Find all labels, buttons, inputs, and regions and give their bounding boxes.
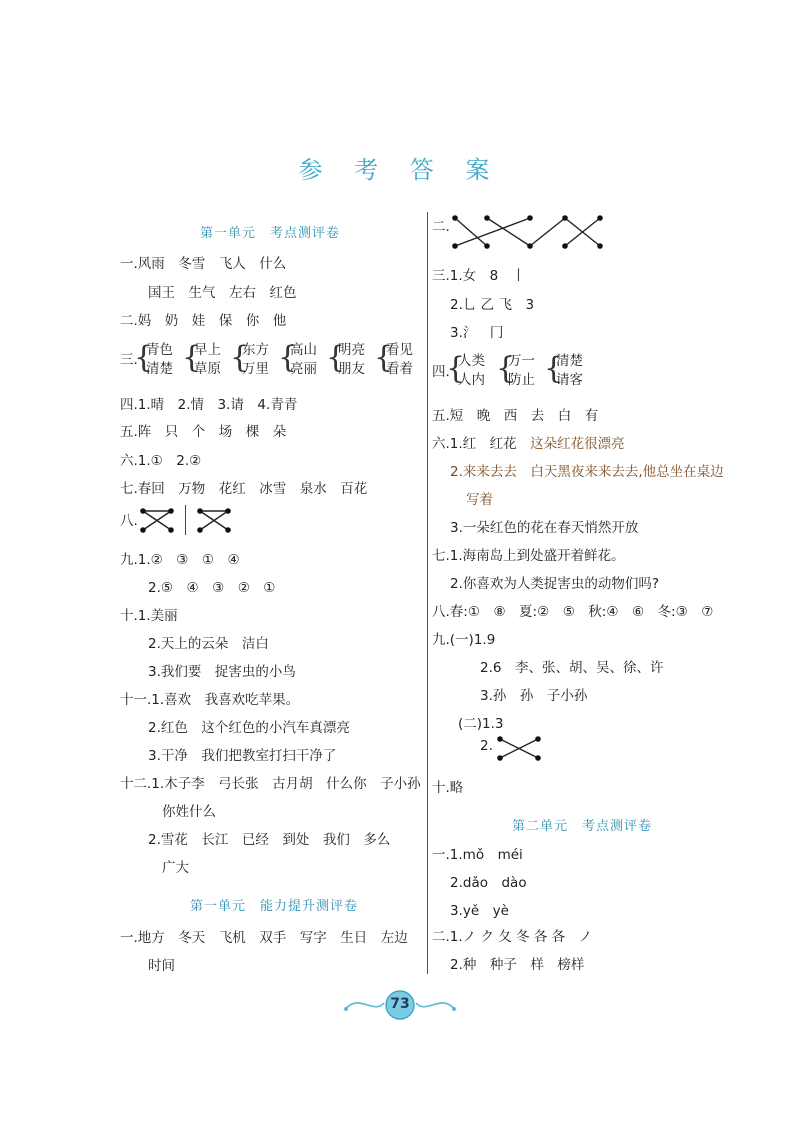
word: 朋友 <box>338 361 365 377</box>
column-divider <box>427 212 428 974</box>
answer-q12-line4: 广大 <box>162 860 189 876</box>
answer-r-q3-line3: 3.氵 冂 <box>450 325 504 341</box>
section-title-unit2-test: 第二单元 考点测评卷 <box>512 819 653 834</box>
matching-diagram-q8b <box>195 506 235 536</box>
answer-q11-line3: 3.干净 我们把教室打扫干净了 <box>148 748 337 764</box>
page-number-ornament <box>340 985 460 1025</box>
answer-r-q7-line2: 2.你喜欢为人类捉害虫的动物们吗? <box>450 576 660 592</box>
answer-q10-line2: 2.天上的云朵 洁白 <box>148 636 269 652</box>
word-pair <box>508 352 535 390</box>
answer-q9-line1: 九.1.② ③ ① ④ <box>120 552 240 568</box>
answer-r-q6-3: 3.一朵红色的花在春天悄然开放 <box>450 520 639 536</box>
answer-q11-line1: 十一.1.喜欢 我喜欢吃苹果。 <box>120 692 300 708</box>
word: 万一 <box>508 353 535 369</box>
answer-r-q4-label: 四. <box>432 364 450 380</box>
answer-r-q9-line4: (二)1.3 <box>458 716 504 732</box>
brace-icon: { <box>326 340 346 375</box>
word-pair <box>458 352 485 390</box>
answer-r-q6-2-sentence: 白天黑夜来来去去,他总坐在桌边 <box>530 464 724 480</box>
brace-icon: { <box>496 351 516 386</box>
word: 人类 <box>458 353 485 369</box>
word: 人内 <box>458 372 485 388</box>
answer-r-q5: 五.短 晚 西 去 白 有 <box>432 408 599 424</box>
section-title-unit1-ability: 第一单元 能力提升测评卷 <box>190 899 359 914</box>
answer-q12-line2: 你姓什么 <box>162 804 216 820</box>
answer-q12-line3: 2.雪花 长江 已经 到处 我们 多么 <box>148 832 391 848</box>
answer-r-q9-line3: 3.孙 孙 子小孙 <box>480 688 588 704</box>
answer-r-q6-2-cont: 写着 <box>466 492 493 508</box>
word: 清楚 <box>556 353 583 369</box>
answer-r-q9-line1: 九.(一)1.9 <box>432 632 496 648</box>
matching-diagram-r-q2 <box>450 213 610 253</box>
brace-icon: { <box>544 351 564 386</box>
brace-icon: { <box>134 340 154 375</box>
answer-q4: 四.1.晴 2.情 3.请 4.青青 <box>120 397 298 413</box>
answer-q7: 七.春回 万物 花红 冰雪 泉水 百花 <box>120 481 368 497</box>
answer-r-q6-1 <box>432 436 625 452</box>
word: 清楚 <box>146 361 173 377</box>
answer-r-q2-label: 二. <box>432 219 450 235</box>
answer-r-q7-line1: 七.1.海南岛上到处盛开着鲜花。 <box>432 548 625 564</box>
brace-icon: { <box>374 340 394 375</box>
brace-icon: { <box>278 340 298 375</box>
word-pair <box>290 341 317 379</box>
answer-q10-line3: 3.我们要 捉害虫的小鸟 <box>148 664 296 680</box>
answer-r-q9-line5: 2. <box>480 738 493 754</box>
divider-bar <box>185 505 186 535</box>
word: 东方 <box>242 342 269 358</box>
word-pair <box>194 341 221 379</box>
answer-s3q2-line1: 二.1.ノ ク 夂 冬 各 各 ノ <box>432 929 593 945</box>
answer-q11-line2: 2.红色 这个红色的小汽车真漂亮 <box>148 720 350 736</box>
answer-r-q3-line2: 2.乚 乙 飞 3 <box>450 297 535 313</box>
answer-q9-line2: 2.⑤ ④ ③ ② ① <box>148 580 276 596</box>
word: 看着 <box>386 361 413 377</box>
matching-diagram-r-q9 <box>495 734 545 764</box>
answer-s3q1-line1: 一.1.mǒ méi <box>432 847 523 863</box>
answer-q10-line1: 十.1.美丽 <box>120 608 178 624</box>
word: 看见 <box>386 342 413 358</box>
answer-q8-label: 八. <box>120 513 138 529</box>
word: 万里 <box>242 361 269 377</box>
answer-q5: 五.阵 只 个 场 棵 朵 <box>120 424 287 440</box>
answer-s2q1-line2: 时间 <box>148 958 175 974</box>
answer-q2: 二.妈 奶 娃 保 你 他 <box>120 313 287 329</box>
answer-s2q1-line1: 一.地方 冬天 飞机 双手 写字 生日 左边 <box>120 930 408 946</box>
answer-s3q1-line2: 2.dǎo dào <box>450 875 527 891</box>
word-pair <box>386 341 413 379</box>
brace-icon: { <box>446 351 466 386</box>
answer-q6: 六.1.① 2.② <box>120 453 202 469</box>
word: 明亮 <box>338 342 365 358</box>
answer-q1-line1: 一.风雨 冬雪 飞人 什么 <box>120 256 287 272</box>
word: 高山 <box>290 342 317 358</box>
answer-r-q9-line2: 2.6 李、张、胡、吴、徐、许 <box>480 660 664 676</box>
word: 早上 <box>194 342 221 358</box>
answer-q1-line2: 国王 生气 左右 红色 <box>148 285 297 301</box>
answer-r-q8: 八.春:① ⑧ 夏:② ⑤ 秋:④ ⑥ 冬:③ ⑦ <box>432 604 714 620</box>
answer-q3-label: 三. <box>120 352 138 368</box>
word-pair <box>338 341 365 379</box>
brace-icon: { <box>182 340 202 375</box>
word-pair <box>146 341 173 379</box>
word: 请客 <box>556 372 583 388</box>
answer-r-q6-1-sentence: 这朵红花很漂亮 <box>530 436 625 452</box>
word: 防止 <box>508 372 535 388</box>
answer-r-q3-line1: 三.1.女 8 丨 <box>432 268 526 284</box>
word: 青色 <box>146 342 173 358</box>
brace-icon: { <box>230 340 250 375</box>
answer-q12-line1: 十二.1.木子李 弓长张 古月胡 什么你 子小孙 <box>120 776 421 792</box>
word-pair <box>556 352 583 390</box>
section-title-unit1-test: 第一单元 考点测评卷 <box>200 226 341 241</box>
page-title: 参 考 答 案 <box>298 156 502 184</box>
word-pair <box>242 341 269 379</box>
matching-diagram-q8a <box>138 506 178 536</box>
word: 草原 <box>194 361 221 377</box>
answer-r-q6-2-words: 2.来来去去 <box>450 464 517 480</box>
word: 亮丽 <box>290 361 317 377</box>
answer-r-q6-2 <box>450 464 724 480</box>
answer-r-q10: 十.略 <box>432 780 464 796</box>
answer-r-q6-1-words: 六.1.红 红花 <box>432 436 517 452</box>
page-number: 73 <box>390 996 410 1012</box>
answer-s3q2-line2: 2.种 种子 样 榜样 <box>450 957 585 973</box>
answer-s3q1-line3: 3.yě yè <box>450 903 509 919</box>
